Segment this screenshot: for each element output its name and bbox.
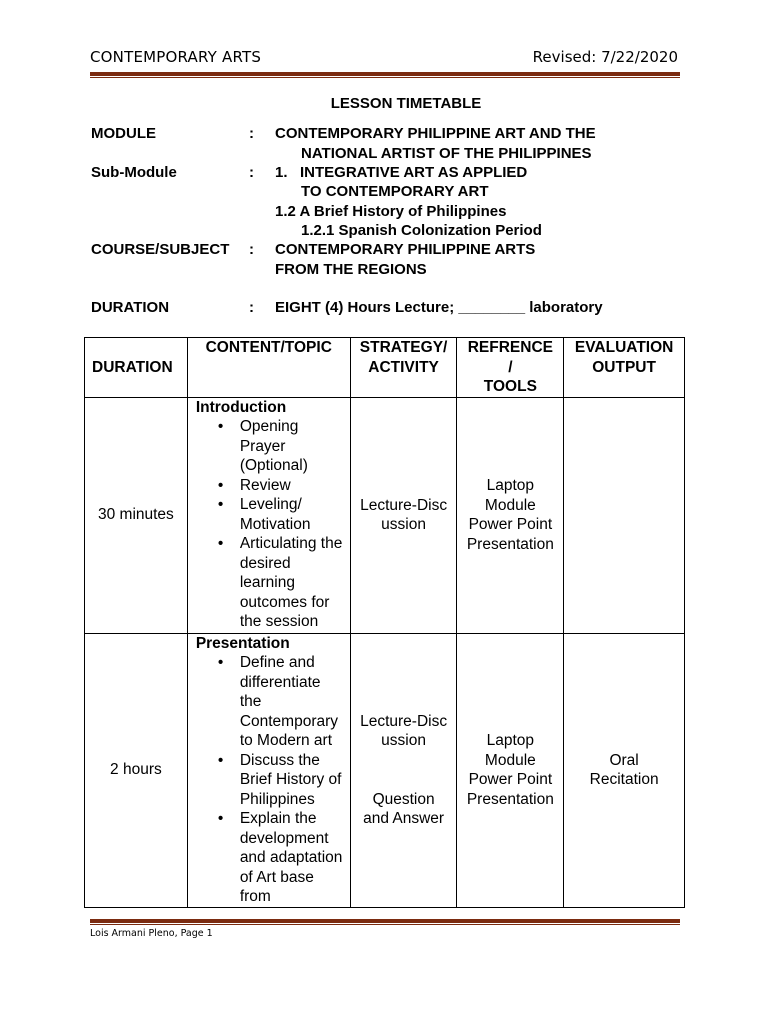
- list-item: • Articulating the desired learning outcomes for the session: [240, 534, 346, 632]
- header-subject: CONTEMPORARY ARTS: [90, 48, 262, 66]
- course-colon: :: [249, 241, 254, 258]
- row-evaluation: [564, 397, 685, 633]
- content-heading: Introduction: [195, 398, 287, 416]
- duration-label: DURATION: [91, 299, 170, 316]
- row-tools: Laptop Module Power Point Presentation: [457, 633, 564, 907]
- header-reference-tools: REFRENCE / TOOLS: [457, 338, 564, 398]
- footer-rule: [90, 919, 680, 923]
- duration-value: EIGHT (4) Hours Lecture; ________ laboratory: [275, 299, 603, 316]
- header-revised-date: Revised: 7/22/2020: [532, 48, 678, 66]
- header-evaluation-output: EVALUATION OUTPUT: [564, 338, 685, 398]
- duration-colon: :: [249, 299, 254, 316]
- list-item: • Explain the development and adaptation of Art base from: [240, 809, 346, 907]
- row-strategy: Lecture-Disc ussion: [350, 397, 457, 633]
- module-value-line2: NATIONAL ARTIST OF THE PHILIPPINES: [301, 145, 592, 162]
- row-content: [187, 633, 350, 907]
- submodule-label: Sub-Module: [91, 164, 177, 181]
- lesson-timetable: [84, 337, 685, 908]
- footer-author-page: Lois Armani Pleno, Page 1: [90, 928, 213, 939]
- module-value-line1: CONTEMPORARY PHILIPPINE ART AND THE: [275, 125, 596, 142]
- row-strategy: Lecture-Disc ussion Question and Answer: [350, 633, 457, 907]
- content-list: [196, 653, 346, 907]
- row-evaluation: Oral Recitation: [564, 633, 685, 907]
- submodule-colon: :: [249, 164, 254, 181]
- list-item: • Leveling/ Motivation: [240, 495, 346, 534]
- row-duration: 30 minutes: [85, 397, 188, 633]
- table-row: [85, 397, 685, 633]
- course-label: COURSE/SUBJECT: [91, 241, 230, 258]
- module-colon: :: [249, 125, 254, 142]
- submodule-value-line4: 1.2.1 Spanish Colonization Period: [301, 222, 542, 239]
- list-item: • Review: [240, 476, 346, 496]
- footer-rule-thin: [90, 924, 680, 925]
- row-duration: 2 hours: [85, 633, 188, 907]
- list-item: • Discuss the Brief History of Philippines: [240, 751, 346, 810]
- row-tools: Laptop Module Power Point Presentation: [457, 397, 564, 633]
- header-strategy-activity: STRATEGY/ ACTIVITY: [350, 338, 457, 398]
- submodule-value-line2: TO CONTEMPORARY ART: [301, 183, 489, 200]
- header-content-topic: CONTENT/TOPIC: [187, 338, 350, 398]
- submodule-value-line3: 1.2 A Brief History of Philippines: [275, 203, 507, 220]
- table-row: [85, 633, 685, 907]
- content-heading: Presentation: [195, 634, 290, 652]
- header-duration: DURATION: [85, 338, 188, 398]
- list-item: • Opening Prayer (Optional): [240, 417, 346, 476]
- course-value-line2: FROM THE REGIONS: [275, 261, 427, 278]
- content-list: [196, 417, 346, 632]
- module-label: MODULE: [91, 125, 156, 142]
- header-rule: [90, 72, 680, 76]
- table-header-row: [85, 338, 685, 398]
- row-content: [187, 397, 350, 633]
- header-rule-thin: [90, 77, 680, 78]
- page-title: LESSON TIMETABLE: [330, 95, 482, 112]
- course-value-line1: CONTEMPORARY PHILIPPINE ARTS: [275, 241, 536, 258]
- submodule-value-line1: 1. INTEGRATIVE ART AS APPLIED: [275, 164, 528, 181]
- list-item: • Define and differentiate the Contemporary to Modern art: [240, 653, 346, 751]
